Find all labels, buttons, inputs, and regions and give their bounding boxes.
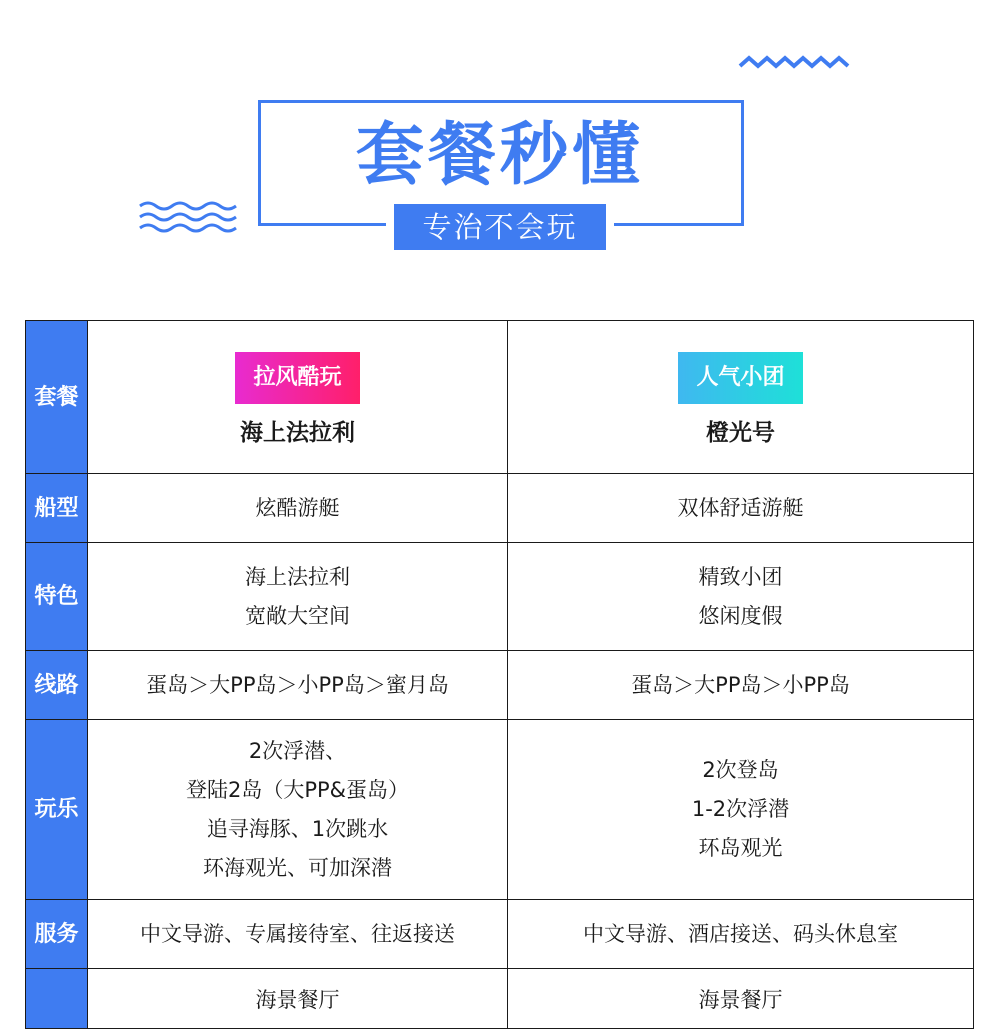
cell-line: 炫酷游艇: [255, 495, 340, 520]
package-left-tag: 拉风酷玩: [235, 352, 359, 404]
cell-left: [88, 720, 508, 900]
package-left-name: 海上法拉利: [240, 420, 355, 446]
cell-right: [508, 900, 974, 969]
cell-line: 环岛观光: [698, 836, 783, 860]
cell-line: 蛋岛＞大PP岛＞小PP岛＞蜜月岛: [146, 672, 449, 697]
cell-line: 1-2次浮潜: [691, 797, 790, 821]
package-table: [25, 320, 974, 1029]
row-label: 玩乐: [26, 720, 88, 900]
row-label: 线路: [26, 651, 88, 720]
cell-right: [508, 720, 974, 900]
zigzag-decoration-right-icon: [736, 50, 860, 74]
cell-line: 中文导游、专属接待室、往返接送: [140, 921, 455, 946]
wave-decoration-left-icon: [138, 200, 238, 236]
cell-line: 登陆2岛（大PP&蛋岛）: [185, 777, 410, 802]
table-row: [26, 543, 974, 651]
cell-line: 宽敞大空间: [245, 603, 350, 628]
cell-line: 2次浮潜、: [248, 738, 347, 763]
table-row: [26, 969, 974, 1029]
subtitle-mask: [386, 204, 614, 250]
cell-line: 环海观光、可加深潜: [203, 855, 392, 880]
page-title: 套餐秒懂: [355, 116, 644, 195]
cell-left: [88, 900, 508, 969]
cell-left: [88, 969, 508, 1029]
cell-line: 中文导游、酒店接送、码头休息室: [583, 921, 898, 946]
table-row: [26, 900, 974, 969]
cell-line: 双体舒适游艇: [677, 495, 804, 520]
package-right-cell: [508, 321, 974, 474]
cell-right: [508, 543, 974, 651]
cell-line: 悠闲度假: [698, 603, 783, 628]
cell-line: 海景餐厅: [255, 988, 340, 1012]
row-label: 服务: [26, 900, 88, 969]
row-label: 特色: [26, 543, 88, 651]
row-label: [26, 969, 88, 1029]
table-row-header: [26, 321, 974, 474]
cell-line: 海景餐厅: [698, 988, 783, 1012]
cell-right: [508, 474, 974, 543]
table-row: [26, 474, 974, 543]
package-right-name: 橙光号: [706, 420, 775, 446]
cell-line: 蛋岛＞大PP岛＞小PP岛: [631, 672, 850, 697]
package-right-tag: 人气小团: [678, 352, 802, 404]
row-label: 船型: [26, 474, 88, 543]
page-subtitle: 专治不会玩: [394, 204, 606, 250]
package-left-cell: [88, 321, 508, 474]
cell-left: [88, 543, 508, 651]
cell-left: [88, 474, 508, 543]
cell-line: 2次登岛: [702, 758, 779, 782]
cell-line: 追寻海豚、1次跳水: [206, 816, 389, 841]
cell-line: 精致小团: [698, 564, 783, 589]
row-label: 套餐: [26, 321, 88, 474]
table-row: [26, 651, 974, 720]
cell-right: [508, 651, 974, 720]
cell-left: [88, 651, 508, 720]
cell-line: 海上法拉利: [245, 564, 350, 589]
cell-right: [508, 969, 974, 1029]
table-row: [26, 720, 974, 900]
